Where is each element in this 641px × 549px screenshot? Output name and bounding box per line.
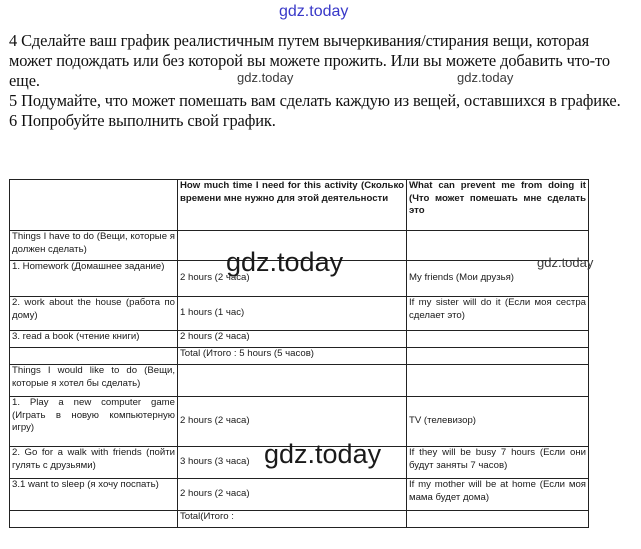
watermark-text: gdz.today: [226, 247, 344, 277]
watermark-top: gdz.today: [279, 3, 349, 20]
table-cell: 3. read a book (чтение книги): [10, 331, 178, 348]
watermark-text: gdz.today: [264, 439, 382, 469]
instruction-5: 5 Подумайте, что может помешать вам сделать каждую из вещей, оставшихся в графике.: [9, 91, 621, 110]
table-cell: Things I would like to do (Вещи, которые я хотел бы сделать): [10, 365, 178, 397]
watermark-text: gdz.today: [537, 255, 594, 270]
instructions: [9, 31, 635, 131]
instruction-4: 4 Сделайте ваш график реалистичным путем вычеркивания/стирания вещи, которая может подождать или без которой вы можете прожить. Или вы можете добавить что-то еще.: [9, 31, 610, 90]
table-cell: 1. Play a new computer game (Играть в новую компьютерную игру): [10, 397, 178, 447]
header-cell-prevent: What can prevent me from doing it (Что может помешать мне сделать это: [407, 180, 589, 231]
table-cell: 2. Go for a walk with friends (пойти гулять с друзьями): [10, 447, 178, 479]
table-row: [10, 365, 589, 397]
table-cell: Things I have to do (Вещи, которые я должен сделать): [10, 231, 178, 261]
table-cell: If my mother will be at home (Если моя мама будет дома): [407, 479, 589, 511]
table-row: [10, 331, 589, 348]
header-cell-activity: [10, 180, 178, 231]
table-cell: [407, 348, 589, 365]
watermark-text: gdz.today: [457, 70, 514, 85]
table-cell: [178, 365, 407, 397]
table-cell: 2 hours (2 часа): [178, 331, 407, 348]
table-row: [10, 348, 589, 365]
table-cell: [407, 331, 589, 348]
table-cell: Total (Итого : 5 hours (5 часов): [178, 348, 407, 365]
table-header-row: [10, 180, 589, 231]
table-cell: 3.1 want to sleep (я хочу поспать): [10, 479, 178, 511]
watermark-text: gdz.today: [237, 70, 294, 85]
table-cell: My friends (Мои друзья): [407, 261, 589, 297]
table-cell: 2 hours (2 часа): [178, 479, 407, 511]
table-row: [10, 297, 589, 331]
table-cell: Total(Итого :: [178, 511, 407, 528]
table-cell: 2. work about the house (работа по дому): [10, 297, 178, 331]
table-cell: [407, 511, 589, 528]
table-cell: [10, 348, 178, 365]
table-cell: If my sister will do it (Если моя сестра сделает это): [407, 297, 589, 331]
table-cell: [10, 511, 178, 528]
table-row: [10, 479, 589, 511]
table-cell: TV (телевизор): [407, 397, 589, 447]
table-cell: If they will be busy 7 hours (Если они будут заняты 7 часов): [407, 447, 589, 479]
instruction-6: 6 Попробуйте выполнить свой график.: [9, 111, 276, 130]
table-row: [10, 511, 589, 528]
header-cell-time: How much time I need for this activity (Сколько времени мне нужно для этой деятельности: [178, 180, 407, 231]
table-cell: 3 hours (3 часа): [178, 447, 407, 479]
table-cell: 1 hours (1 час): [178, 297, 407, 331]
schedule-table: [9, 179, 589, 528]
table-cell: 1. Homework (Домашнее задание): [10, 261, 178, 297]
table-cell: 2 hours (2 часа): [178, 397, 407, 447]
table-cell: 2 hours (2 часа): [178, 261, 407, 297]
table-cell: [407, 365, 589, 397]
